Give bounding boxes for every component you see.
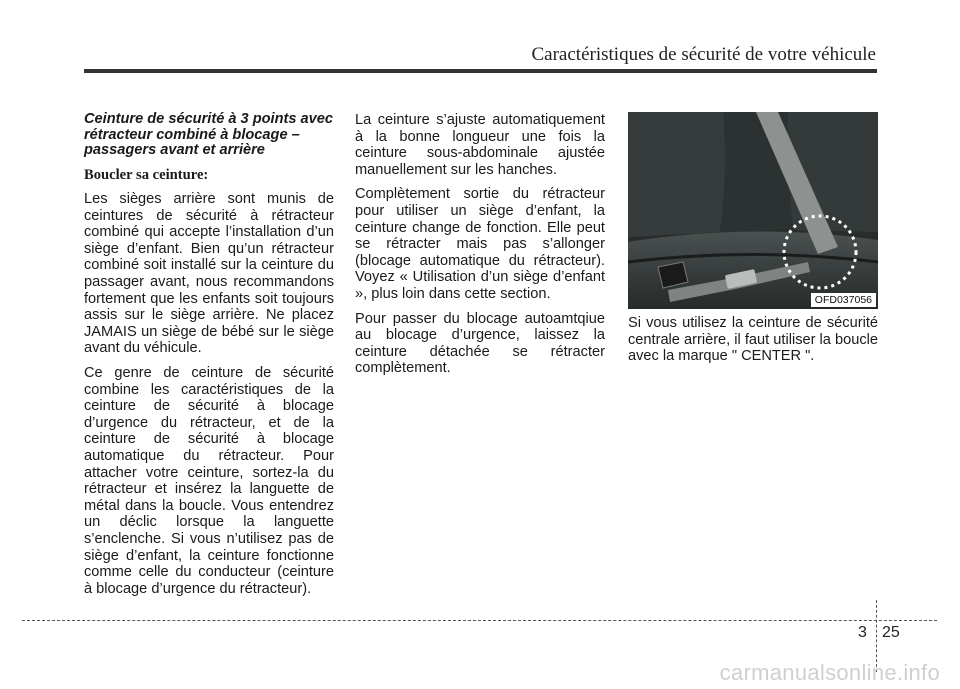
- paragraph: La ceinture s’ajuste automatiquement à la bonne longueur une fois la ceinture sous-abdominale ajustée manuellement sur les hanches.: [355, 112, 605, 178]
- seatbelt-photo: [628, 112, 878, 309]
- chapter-number: 3: [858, 624, 867, 641]
- figure-code-label: OFD037056: [811, 293, 876, 307]
- column-3: [628, 112, 878, 373]
- page-number: 25: [882, 624, 900, 641]
- paragraph: Si vous utilisez la ceinture de sécurité centrale arrière, il faut utiliser la boucle avec la marque " CENTER ".: [628, 315, 878, 365]
- watermark: carmanualsonline.info: [719, 660, 940, 685]
- paragraph: Ce genre de ceinture de sécurité combine les caractéristiques de la ceinture de sécurité à blocage d’urgence du rétracteur, et de la ceinture de sécurité à blocage automatique du rétracteur. Pour attacher votre ceinture, sortez-la du rétracteur et insérez la languette de métal dans la boucle. Vous entendrez un déclic lorsque la languette s’enclenche. Si vous n’utilisez pas de siège d’enfant, la ceinture fonctionne comme celle du conducteur (ceinture à blocage d’urgence du rétracteur).: [84, 365, 334, 597]
- column-1: [84, 112, 334, 605]
- footer-rule: [22, 620, 937, 621]
- paragraph: Complètement sortie du rétracteur pour utiliser un siège d’enfant, la ceinture change de fonction. Elle peut se rétracter mais pas s’allonger (blocage automatique du rétracteur). Voyez « Utilisation d’un siège d’enfant », plus loin dans cette section.: [355, 186, 605, 302]
- seatbelt-illustration: [628, 112, 878, 309]
- section-heading: Ceinture de sécurité à 3 points avec rétracteur combiné à blocage – passagers avant et arrière: [84, 111, 333, 158]
- paragraph: Pour passer du blocage autoamtqiue au blocage d’urgence, laissez la ceinture détachée se rétracter complètement.: [355, 310, 605, 377]
- page-header-title: Caractéristiques de sécurité de votre véhicule: [531, 44, 876, 65]
- header-rule: [84, 69, 877, 73]
- subheading: Boucler sa ceinture:: [84, 166, 209, 183]
- column-2: [355, 112, 605, 385]
- paragraph: Les sièges arrière sont munis de ceintures de sécurité à rétracteur combiné qui accepte l’installation d’un siège d’enfant. Bien qu’un rétracteur combiné soit installé sur la ceinture du passager avant, nous recommandons fortement que les enfants soit toujours assis sur le siège arrière. Ne placez JAMAIS un siège de bébé sur le siège avant du véhicule.: [84, 191, 334, 357]
